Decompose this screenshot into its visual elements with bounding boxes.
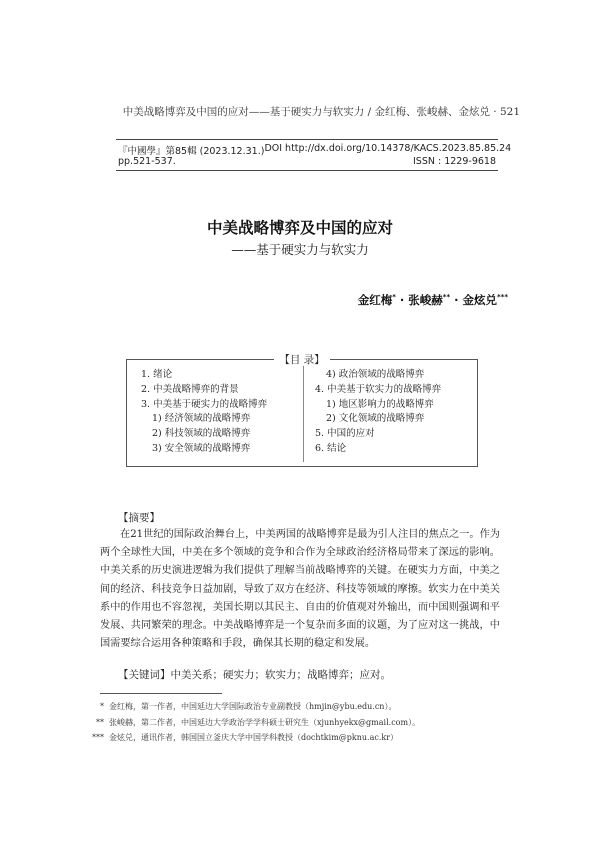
toc-item[interactable]: 2. 中美战略博弈的背景 [141,383,239,395]
footnote-text: 金红梅，第一作者，中国延边大学国际政治专业副教授（hmjin@ybu.edu.cn）。 [109,702,397,711]
table-of-contents [126,354,478,467]
footnote [96,715,530,731]
keywords: 【关键词】中美关系；硬实力；软实力；战略博弈；应对。 [118,669,391,681]
footnote [92,730,530,746]
footnote-mark: ** [96,717,104,727]
author-name: 金炫兑 [462,293,498,307]
toc-title: 【目 录】 [274,354,329,366]
footnote-mark: * [100,702,104,711]
footnote-rule [100,693,222,694]
abstract-text: 在21世纪的国际政治舞台上，中美两国的战略博弈是最为引人注目的焦点之一。作为两个全球性大国，中美在多个领域的竞争和合作为全球政治经济格局带来了深远的影响。中美关系的历史演进逻辑为我们提供了理解当前战略博弈的关键。在硬实力方面，中美之间的经济、科技竞争日益加剧，导致了双方在经济、科技等领域的摩擦。软实力在中美关系中的作用也不容忽视，美国长期以其民主、自由的价值观对外输出，而中国则强调和平发展、共同繁荣的理念。中美战略博弈是一个复杂而多面的议题，为了应对这一挑战，中国需要综合运用各种策略和手段，确保其长期的稳定和发展。 [100,529,500,650]
journal-info-box [116,139,512,171]
toc-divider [303,366,304,462]
author-mark: ** [442,293,451,301]
footnotes [92,699,530,746]
toc-item[interactable]: 2) 文化领域的战略博弈 [326,413,425,425]
toc-item[interactable]: 3) 安全领域的战略博弈 [152,442,251,454]
paper-subtitle: ——基于硬实力与软实力 [231,242,369,257]
toc-item[interactable]: 3. 中美基于硬实力的战略博弈 [141,398,268,410]
author-separator: · [450,293,463,307]
toc-item[interactable]: 6. 结论 [315,442,347,454]
author-name: 张峻赫 [408,293,443,307]
toc-item[interactable]: 1) 地区影响力的战略博弈 [326,398,434,410]
toc-right-column [315,368,475,457]
footnote [100,699,530,715]
author-line [358,292,508,308]
toc-item[interactable]: 1. 绪论 [141,369,173,380]
journal-citation: 『中國學』第85輯 (2023.12.31.) [118,146,265,157]
author-name: 金红梅 [357,293,393,307]
footnote-text: 金炫兑，通讯作者，韩国国立釜庆大学中国学科教授（dochtkim@pknu.ac.kr） [109,733,399,742]
author-mark: * [392,293,396,301]
toc-item[interactable]: 1) 经济领域的战略博弈 [152,413,251,425]
toc-item[interactable]: 5. 中国的应对 [315,428,375,440]
abstract-label: 【摘要】 [118,512,160,524]
issn: ISSN : 1229-9618 [413,156,496,167]
toc-item[interactable]: 4) 政治领域的战略博弈 [326,369,425,380]
footnote-mark: *** [92,733,104,742]
running-header: 中美战略博弈及中国的应对——基于硬实力与软实力 / 金红梅、张峻赫、金炫兑 · 521 [122,106,520,118]
toc-item[interactable]: 4. 中美基于软实力的战略博弈 [315,383,442,395]
footnote-text: 张峻赫，第二作者，中国延边大学政治学学科硕士研究生（xjunhyekx@gmail.com）。 [109,717,421,727]
paper-title: 中美战略博弈及中国的应对 [206,219,393,237]
doi-link[interactable]: DOI http://dx.doi.org/10.14378/KACS.2023.85.85.24 [264,143,512,154]
toc-left-column [141,368,301,457]
page-range: pp.521-537. [118,156,176,167]
toc-item[interactable]: 2) 科技领域的战略博弈 [152,428,251,440]
author-mark: *** [497,293,508,301]
author-separator: · [395,293,409,307]
